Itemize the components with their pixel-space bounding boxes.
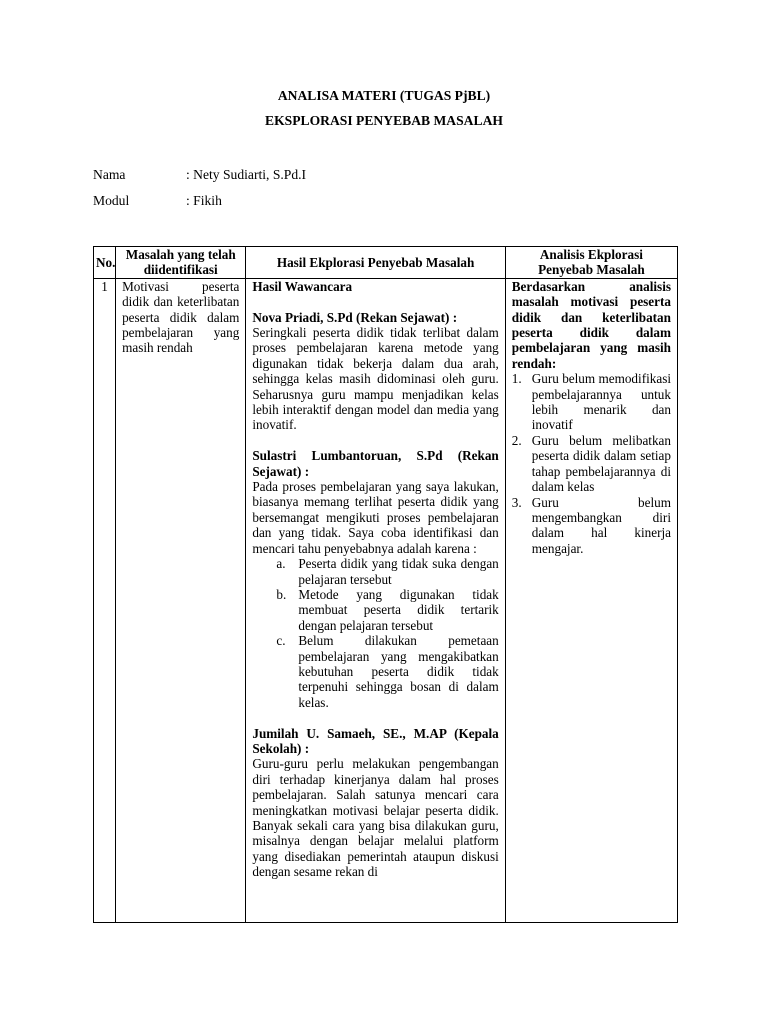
header-hasil: Hasil Ekplorasi Penyebab Masalah (246, 247, 505, 279)
analysis-table (93, 246, 678, 923)
document-subtitle: EKSPLORASI PENYEBAB MASALAH (265, 113, 503, 128)
list-item-text: Peserta didik yang tidak suka dengan pelajaran tersebut (298, 556, 499, 587)
list-item-text: Metode yang digunakan tidak membuat peserta didik tertarik dengan pelajaran tersebut (298, 586, 499, 633)
analisis-intro: Berdasarkan analisis masalah motivasi peserta didik dan keterlibatan peserta didik dalam pembelajaran yang masih rendah: (511, 278, 671, 371)
cell-no: 1 (94, 278, 116, 922)
list-marker: c. (276, 633, 286, 649)
list-item-text: Guru belum mengembangkan diri dalam hal kinerja mengajar. (531, 494, 671, 556)
list-marker: 2. (511, 432, 522, 448)
document-title: ANALISA MATERI (TUGAS PjBL) (277, 88, 491, 103)
list-item-text: Guru belum memodifikasi pembelajarannya untuk lebih menarik dan inovatif (531, 371, 671, 433)
cell-hasil (246, 278, 505, 922)
list-item (511, 432, 671, 495)
source-2-text: Pada proses pembelajaran yang saya lakukan, biasanya memang terlihat peserta didik yang bersemangat mengikuti proses pembelajaran dan yang tidak. Saya coba identifikasi dan mencari tahu penyebabnya adalah karena : (252, 479, 499, 556)
source-1-text: Seringkali peserta didik tidak terlibat dalam proses pembelajaran karena metode yang digunakan tidak bekerja dalam dua arah, sehingga kelas masih didominasi oleh guru. Seharusnya guru mampu menjadikan kelas lebih interaktif dengan model dan media yang inovatif. (252, 325, 499, 433)
table-row (94, 278, 678, 922)
list-item (276, 586, 499, 633)
meta-value-nama: : Nety Sudiarti, S.Pd.I (186, 167, 307, 182)
meta-label-modul: Modul (93, 193, 130, 208)
source-1-name: Nova Priadi, S.Pd (Rekan Sejawat) : (252, 309, 458, 325)
list-marker: a. (276, 556, 286, 572)
list-item-text: Guru belum melibatkan peserta didik dalam setiap tahap pembelajarannya di dalam kelas (531, 432, 671, 495)
hasil-heading: Hasil Wawancara (252, 278, 353, 294)
header-analisis: Analisis Ekplorasi Penyebab Masalah (505, 247, 677, 279)
cell-masalah (116, 278, 246, 922)
list-marker: 3. (511, 494, 522, 510)
source-2-list (252, 556, 498, 710)
source-2-name: Sulastri Lumbantoruan, S.Pd (Rekan Sejawat) : (252, 448, 499, 479)
meta-label-nama: Nama (93, 167, 126, 182)
list-item-text: Belum dilakukan pemetaan pembelajaran yang mengakibatkan kebutuhan peserta didik tidak terpenuhi sehingga bosan di dalam kelas. (298, 633, 499, 710)
source-3-text: Guru-guru perlu melakukan pengembangan diri terhadap kinerjanya dalam hal proses pembelajaran. Salah satunya mencari cara meningkatkan motivasi belajar peserta didik. Banyak sekali cara yang bisa dilakukan guru, misalnya dengan belajar melalui platform yang disediakan pemerintah ataupun diskusi dengan sesame rekan di (252, 756, 499, 880)
meta-value-modul: : Fikih (186, 193, 222, 208)
cell-analisis (505, 278, 677, 922)
list-marker: b. (276, 586, 287, 602)
list-marker: 1. (511, 371, 522, 387)
source-3-name: Jumilah U. Samaeh, SE., M.AP (Kepala Sekolah) : (252, 725, 499, 756)
list-item (511, 494, 671, 557)
list-item (276, 633, 499, 710)
list-item (511, 371, 671, 433)
masalah-text: Motivasi peserta didik dan keterlibatan peserta didik dalam pembelajaran yang masih rendah (122, 278, 240, 356)
header-masalah: Masalah yang telah diidentifikasi (116, 247, 246, 279)
list-item (276, 556, 499, 587)
header-no: No. (94, 247, 116, 279)
analisis-list (512, 371, 671, 556)
table-header-row (94, 247, 678, 279)
